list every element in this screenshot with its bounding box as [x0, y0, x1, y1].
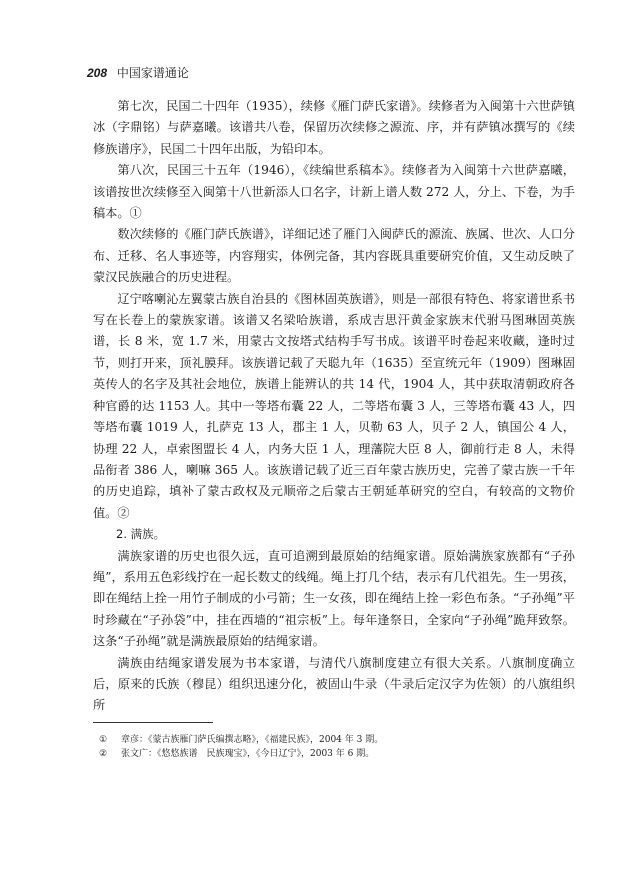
footnote-text: 章彦：《蒙古族雁门萨氏编撰志略》，《福建民族》，2004 年 3 期。 [121, 735, 384, 745]
footnote [93, 747, 575, 761]
body-text [93, 96, 575, 717]
footnote-divider [93, 722, 213, 723]
paragraph-sa-family-summary: 数次续修的《雁门萨氏族谱》，详细记述了雁门入闽萨氏的源流、族属、世次、人口分布、迁移、名人事迹等，内容翔实，体例完备，其内容既具重要研究价值，又生动反映了蒙汉民族融合的历史进程。 [93, 227, 575, 285]
paragraph-tulin-guying-genealogy: 辽宁喀喇沁左翼蒙古族自治县的《图林固英族谱》，则是一部很有特色、将家谱世系书写在长卷上的蒙族家谱。该谱又名梁哈族谱，系成吉思汗黄金家族末代驸马图琳固英族谱，长 8 米，宽 1.7 米，用蒙古文按塔式结构手写书成。该谱平时卷起来收藏，逢时过节，则打开来，顶礼膜拜。该族谱记载了天聪九年（1635）至宣统元年（1909）图琳固英传人的名字及其社会地位，族谱上能辨认的共 14 代，1904 人，其中获取清朝政府各种官爵的达 1153 人。其中一等塔布囊 22 人，二等塔布囊 3 人，三等塔布囊 43 人，四等塔布囊 1019 人，扎萨克 13 人，郡主 1 人，贝勒 63 人，贝子 2 人，镇国公 4 人，协理 22 人，卓索图盟长 4 人，内务大臣 1 人，理藩院大臣 8 人，御前行走 8 人，未得品衔者 386 人，喇嘛 365 人。该族谱记载了近三百年蒙古族历史，完善了蒙古族一千年的历史追踪，填补了蒙古政权及元顺帝之后蒙古王朝延革研究的空白，有较高的文物价值。② [93, 291, 575, 520]
paragraph-eighth-revision: 第八次，民国三十五年（1946），《续编世系稿本》。续修者为入闽第十六世萨嘉曦，该谱按世次续修至入闽第十八世新添人口名字，计新上谱人数 272 人，分上、下卷，为手稿本。① [93, 163, 575, 221]
book-title: 中国家谱通论 [116, 66, 189, 80]
running-header [87, 66, 189, 80]
page-number: 208 [87, 66, 108, 80]
footnotes [93, 733, 575, 761]
footnote-marker: ② [99, 749, 108, 759]
paragraph-manchu-knot-genealogy: 满族家谱的历史也很久远，直可追溯到最原始的结绳家谱。原始满族家族都有“子孙绳”，系用五色彩线拧在一起长数丈的线绳。绳上打几个结，表示有几代祖先。生一男孩，即在绳结上拴一用竹子制成的小弓箭；生一女孩，即在绳结上拴一彩色布条。“子孙绳”平时珍藏在“子孙袋”中，挂在西墙的“祖宗板”上。每年逢祭日，全家向“子孙绳”跪拜致祭。这条“子孙绳”就是满族最原始的结绳家谱。 [93, 548, 575, 649]
paragraph-manchu-book-genealogy: 满族由结绳家谱发展为书本家谱，与清代八旗制度建立有很大关系。八旗制度确立后，原来的氏族（穆昆）组织迅速分化，被固山牛录（牛录后定汉字为佐领）的八旗组织所 [93, 655, 575, 713]
paragraph-seventh-revision: 第七次，民国二十四年（1935），续修《雁门萨氏家谱》。续修者为入闽第十六世萨镇冰（字鼎铭）与萨嘉曦。该谱共八卷，保留历次续修之源流、序，并有萨镇冰撰写的《续修族谱序》，民国二十四年出版，为铅印本。 [93, 99, 575, 156]
section-heading-manchu: 2. 满族。 [116, 527, 166, 542]
footnote [93, 733, 575, 747]
footnote-marker: ① [99, 735, 108, 745]
footnote-text: 张文广：《悠悠族谱 民族瑰宝》，《今日辽宁》，2003 年 6 期。 [121, 749, 375, 759]
